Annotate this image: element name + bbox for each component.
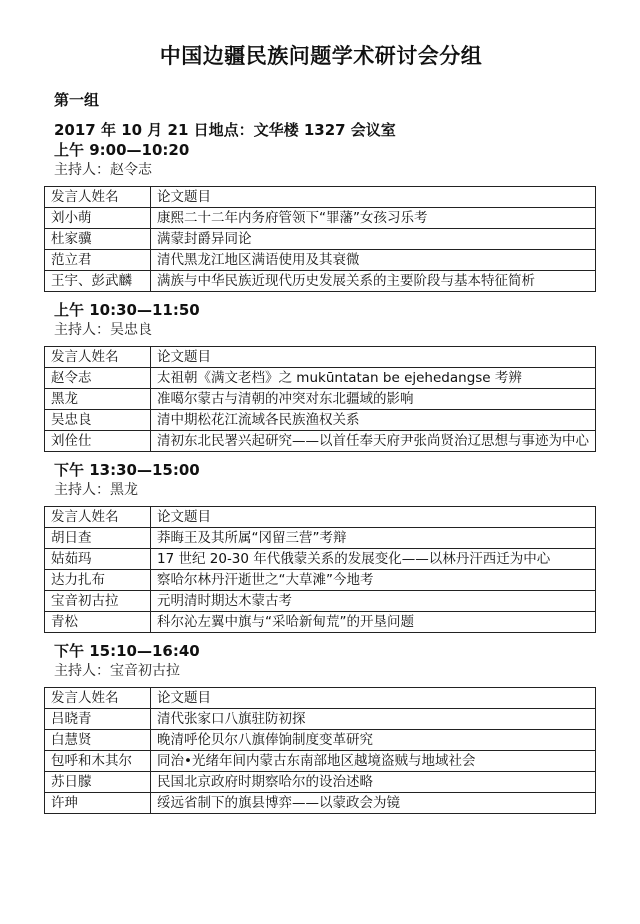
table-header-row: [45, 187, 596, 208]
speaker-name: 青松: [45, 612, 151, 633]
speaker-name: 杜家骥: [45, 229, 151, 250]
speaker-name: 黑龙: [45, 389, 151, 410]
table-row: [45, 389, 596, 410]
speaker-name: 刘佺仕: [45, 431, 151, 452]
paper-title: 清代黑龙江地区满语使用及其衰微: [151, 250, 596, 271]
session-table: [44, 506, 596, 633]
paper-title: 科尔沁左翼中旗与“采哈新甸荒”的开垦问题: [151, 612, 596, 633]
speaker-name: 吴忠良: [45, 410, 151, 431]
speaker-name: 苏日朦: [45, 772, 151, 793]
paper-title: 察哈尔林丹汗逝世之“大草滩”今地考: [151, 570, 596, 591]
paper-title: 清代张家口八旗驻防初探: [151, 709, 596, 730]
session-4: [44, 641, 598, 814]
document-title: 中国边疆民族问题学术研讨会分组: [159, 44, 483, 68]
paper-title: 清中期松花江流域各民族渔权关系: [151, 410, 596, 431]
session-time: 上午 9:00—10:20: [54, 141, 190, 159]
table-row: [45, 570, 596, 591]
session-host: 主持人：黑龙: [54, 482, 138, 498]
session-host: 主持人：赵令志: [54, 162, 152, 178]
paper-title: 准噶尔蒙古与清朝的冲突对东北疆域的影响: [151, 389, 596, 410]
paper-title: 民国北京政府时期察哈尔的设治述略: [151, 772, 596, 793]
table-row: [45, 612, 596, 633]
speaker-name: 吕晓青: [45, 709, 151, 730]
table-row: [45, 271, 596, 292]
session-time: 上午 10:30—11:50: [54, 301, 200, 319]
table-row: [45, 751, 596, 772]
session-table: [44, 186, 596, 292]
table-header-row: [45, 347, 596, 368]
table-row: [45, 793, 596, 814]
session-2: [44, 300, 598, 452]
paper-title: 莽晦王及其所属“冈留三营”考辩: [151, 528, 596, 549]
paper-title: 太祖朝《满文老档》之 mukūntatan be ejehedangse 考辨: [151, 368, 596, 389]
table-row: [45, 208, 596, 229]
table-row: [45, 368, 596, 389]
header-speaker-name: 发言人姓名: [45, 507, 151, 528]
session-host: 主持人：吴忠良: [54, 322, 152, 338]
paper-title: 满族与中华民族近现代历史发展关系的主要阶段与基本特征简析: [151, 271, 596, 292]
speaker-name: 宝音初古拉: [45, 591, 151, 612]
header-speaker-name: 发言人姓名: [45, 187, 151, 208]
date-location-line: 2017 年 10 月 21 日地点：文华楼 1327 会议室: [54, 121, 396, 139]
session-1: [44, 140, 598, 292]
paper-title: 17 世纪 20-30 年代俄蒙关系的发展变化——以林丹汗西迁为中心: [151, 549, 596, 570]
session-time: 下午 13:30—15:00: [54, 461, 200, 479]
speaker-name: 赵令志: [45, 368, 151, 389]
speaker-name: 白慧贤: [45, 730, 151, 751]
table-row: [45, 549, 596, 570]
session-table: [44, 346, 596, 452]
paper-title: 清初东北民署兴起研究——以首任奉天府尹张尚贤治辽思想与事迹为中心: [151, 431, 596, 452]
table-row: [45, 591, 596, 612]
header-speaker-name: 发言人姓名: [45, 688, 151, 709]
paper-title: 晚清呼伦贝尔八旗俸饷制度变革研究: [151, 730, 596, 751]
header-paper-title: 论文题目: [151, 507, 596, 528]
header-paper-title: 论文题目: [151, 688, 596, 709]
session-time: 下午 15:10—16:40: [54, 642, 200, 660]
paper-title: 元明清时期达木蒙古考: [151, 591, 596, 612]
speaker-name: 范立君: [45, 250, 151, 271]
speaker-name: 达力扎布: [45, 570, 151, 591]
header-paper-title: 论文题目: [151, 347, 596, 368]
speaker-name: 胡日查: [45, 528, 151, 549]
speaker-name: 包呼和木其尔: [45, 751, 151, 772]
paper-title: 满蒙封爵异同论: [151, 229, 596, 250]
session-3: [44, 460, 598, 633]
header-speaker-name: 发言人姓名: [45, 347, 151, 368]
speaker-name: 王宇、彭武麟: [45, 271, 151, 292]
session-host: 主持人：宝音初古拉: [54, 663, 180, 679]
table-row: [45, 772, 596, 793]
table-row: [45, 410, 596, 431]
paper-title: 绥远省制下的旗县博弈——以蒙政会为镜: [151, 793, 596, 814]
table-row: [45, 730, 596, 751]
table-header-row: [45, 507, 596, 528]
session-table: [44, 687, 596, 814]
group-title: 第一组: [54, 91, 100, 109]
speaker-name: 姑茹玛: [45, 549, 151, 570]
table-row: [45, 229, 596, 250]
paper-title: 康熙二十二年内务府管领下“罪藩”女孩习乐考: [151, 208, 596, 229]
table-row: [45, 431, 596, 452]
table-row: [45, 709, 596, 730]
header-paper-title: 论文题目: [151, 187, 596, 208]
speaker-name: 许珅: [45, 793, 151, 814]
table-row: [45, 528, 596, 549]
speaker-name: 刘小萌: [45, 208, 151, 229]
table-row: [45, 250, 596, 271]
paper-title: 同治•光绪年间内蒙古东南部地区越境盗贼与地域社会: [151, 751, 596, 772]
table-header-row: [45, 688, 596, 709]
